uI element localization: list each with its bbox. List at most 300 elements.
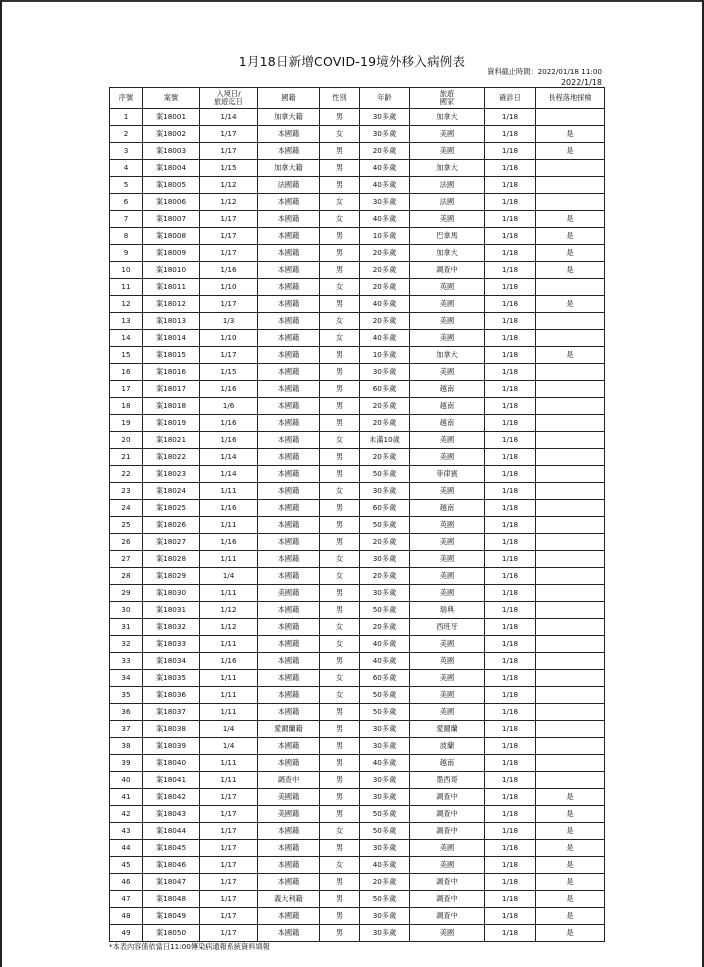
cell-age: 40多歲	[360, 755, 410, 772]
cell-gender: 男	[320, 160, 360, 177]
cell-diagnosis-date: 1/18	[485, 840, 536, 857]
cell-long-haul-test	[536, 364, 605, 381]
cell-long-haul-test	[536, 466, 605, 483]
cell-age: 30多歲	[360, 194, 410, 211]
cell-entry-date: 1/17	[200, 347, 258, 364]
cell-diagnosis-date: 1/18	[485, 551, 536, 568]
col-header-travel-country: 旅遊 國家	[410, 88, 485, 109]
cell-diagnosis-date: 1/18	[485, 415, 536, 432]
cell-age: 20多歲	[360, 245, 410, 262]
cell-travel-country: 愛爾蘭	[410, 721, 485, 738]
cell-gender: 男	[320, 398, 360, 415]
cell-case-id: 案18007	[143, 211, 200, 228]
cell-travel-country: 越南	[410, 500, 485, 517]
cell-serial: 32	[110, 636, 143, 653]
cell-nationality: 本國籍	[258, 687, 320, 704]
cell-long-haul-test	[536, 415, 605, 432]
cell-age: 20多歲	[360, 262, 410, 279]
cell-entry-date: 1/16	[200, 381, 258, 398]
table-row	[110, 670, 605, 687]
cell-serial: 11	[110, 279, 143, 296]
cell-age: 20多歲	[360, 415, 410, 432]
cell-gender: 男	[320, 874, 360, 891]
cell-nationality: 本國籍	[258, 840, 320, 857]
cell-nationality: 本國籍	[258, 823, 320, 840]
table-row	[110, 126, 605, 143]
cell-long-haul-test	[536, 687, 605, 704]
cell-travel-country: 調查中	[410, 789, 485, 806]
cell-travel-country: 法國	[410, 177, 485, 194]
cell-nationality: 本國籍	[258, 194, 320, 211]
cell-serial: 39	[110, 755, 143, 772]
cell-long-haul-test	[536, 177, 605, 194]
cell-age: 30多歲	[360, 109, 410, 126]
cell-age: 20多歲	[360, 568, 410, 585]
cell-diagnosis-date: 1/18	[485, 483, 536, 500]
cell-diagnosis-date: 1/18	[485, 789, 536, 806]
cell-nationality: 加拿大籍	[258, 160, 320, 177]
cell-gender: 女	[320, 126, 360, 143]
cell-nationality: 美國籍	[258, 789, 320, 806]
cell-serial: 21	[110, 449, 143, 466]
cell-travel-country: 英國	[410, 653, 485, 670]
cell-entry-date: 1/11	[200, 755, 258, 772]
col-header-nationality: 國籍	[258, 88, 320, 109]
cell-diagnosis-date: 1/18	[485, 755, 536, 772]
cell-long-haul-test	[536, 160, 605, 177]
cell-case-id: 案18047	[143, 874, 200, 891]
cell-long-haul-test: 是	[536, 908, 605, 925]
cell-gender: 男	[320, 602, 360, 619]
cell-serial: 20	[110, 432, 143, 449]
cell-serial: 38	[110, 738, 143, 755]
cell-gender: 男	[320, 840, 360, 857]
cell-diagnosis-date: 1/18	[485, 670, 536, 687]
table-row	[110, 330, 605, 347]
col-header-entry-date: 入境日/ 旅遊迄日	[200, 88, 258, 109]
cell-gender: 女	[320, 636, 360, 653]
cell-case-id: 案18012	[143, 296, 200, 313]
cell-long-haul-test: 是	[536, 840, 605, 857]
cell-nationality: 本國籍	[258, 670, 320, 687]
cell-travel-country: 墨西哥	[410, 772, 485, 789]
cell-serial: 15	[110, 347, 143, 364]
cell-long-haul-test	[536, 517, 605, 534]
cell-travel-country: 西班牙	[410, 619, 485, 636]
cell-travel-country: 美國	[410, 551, 485, 568]
cell-long-haul-test: 是	[536, 857, 605, 874]
cell-travel-country: 美國	[410, 330, 485, 347]
cell-nationality: 加拿大籍	[258, 109, 320, 126]
cell-diagnosis-date: 1/18	[485, 704, 536, 721]
cell-gender: 男	[320, 296, 360, 313]
cell-age: 40多歲	[360, 653, 410, 670]
cell-age: 10多歲	[360, 228, 410, 245]
cell-age: 40多歲	[360, 177, 410, 194]
cell-age: 40多歲	[360, 211, 410, 228]
cell-entry-date: 1/11	[200, 670, 258, 687]
cell-age: 50多歲	[360, 687, 410, 704]
cell-gender: 女	[320, 551, 360, 568]
cell-long-haul-test	[536, 194, 605, 211]
cell-case-id: 案18008	[143, 228, 200, 245]
cell-age: 未滿10歲	[360, 432, 410, 449]
cell-entry-date: 1/17	[200, 245, 258, 262]
cell-diagnosis-date: 1/18	[485, 194, 536, 211]
cell-diagnosis-date: 1/18	[485, 908, 536, 925]
cell-diagnosis-date: 1/18	[485, 738, 536, 755]
cell-travel-country: 加拿大	[410, 245, 485, 262]
cell-entry-date: 1/14	[200, 466, 258, 483]
cell-age: 60多歲	[360, 381, 410, 398]
cell-diagnosis-date: 1/18	[485, 568, 536, 585]
table-row	[110, 568, 605, 585]
cell-travel-country: 調查中	[410, 262, 485, 279]
cell-serial: 25	[110, 517, 143, 534]
cell-nationality: 本國籍	[258, 398, 320, 415]
cell-nationality: 本國籍	[258, 126, 320, 143]
cell-diagnosis-date: 1/18	[485, 262, 536, 279]
cell-gender: 男	[320, 109, 360, 126]
cell-nationality: 本國籍	[258, 755, 320, 772]
cell-long-haul-test	[536, 772, 605, 789]
cell-long-haul-test	[536, 313, 605, 330]
cell-gender: 女	[320, 211, 360, 228]
cell-nationality: 本國籍	[258, 857, 320, 874]
cell-entry-date: 1/16	[200, 262, 258, 279]
cell-entry-date: 1/11	[200, 585, 258, 602]
cell-nationality: 本國籍	[258, 296, 320, 313]
cell-entry-date: 1/16	[200, 432, 258, 449]
cell-diagnosis-date: 1/18	[485, 721, 536, 738]
cell-nationality: 本國籍	[258, 228, 320, 245]
cell-entry-date: 1/11	[200, 772, 258, 789]
table-row	[110, 262, 605, 279]
cell-long-haul-test: 是	[536, 806, 605, 823]
cell-age: 40多歲	[360, 160, 410, 177]
table-row	[110, 551, 605, 568]
cell-case-id: 案18010	[143, 262, 200, 279]
cell-travel-country: 美國	[410, 126, 485, 143]
cell-age: 30多歲	[360, 364, 410, 381]
imported-cases-table	[109, 87, 605, 942]
cell-diagnosis-date: 1/18	[485, 602, 536, 619]
cell-gender: 男	[320, 891, 360, 908]
table-body	[110, 109, 605, 942]
cell-gender: 男	[320, 925, 360, 942]
cell-travel-country: 美國	[410, 568, 485, 585]
cell-nationality: 本國籍	[258, 143, 320, 160]
cell-diagnosis-date: 1/18	[485, 806, 536, 823]
table-row	[110, 874, 605, 891]
table-row	[110, 653, 605, 670]
cell-case-id: 案18029	[143, 568, 200, 585]
cell-nationality: 本國籍	[258, 738, 320, 755]
cell-diagnosis-date: 1/18	[485, 330, 536, 347]
table-row	[110, 194, 605, 211]
cell-case-id: 案18014	[143, 330, 200, 347]
cell-case-id: 案18004	[143, 160, 200, 177]
cell-case-id: 案18048	[143, 891, 200, 908]
cell-serial: 27	[110, 551, 143, 568]
table-header-row	[110, 88, 605, 109]
cell-gender: 女	[320, 823, 360, 840]
cell-entry-date: 1/17	[200, 806, 258, 823]
cell-serial: 8	[110, 228, 143, 245]
table-row	[110, 840, 605, 857]
cell-gender: 男	[320, 806, 360, 823]
cell-age: 20多歲	[360, 449, 410, 466]
cell-age: 60多歲	[360, 670, 410, 687]
table-row	[110, 738, 605, 755]
cell-age: 20多歲	[360, 398, 410, 415]
table-row	[110, 772, 605, 789]
cell-diagnosis-date: 1/18	[485, 891, 536, 908]
cell-nationality: 本國籍	[258, 279, 320, 296]
cell-serial: 19	[110, 415, 143, 432]
cell-serial: 24	[110, 500, 143, 517]
cell-age: 50多歲	[360, 823, 410, 840]
cell-travel-country: 美國	[410, 313, 485, 330]
cell-gender: 男	[320, 347, 360, 364]
cell-gender: 女	[320, 687, 360, 704]
table-row	[110, 908, 605, 925]
cell-case-id: 案18036	[143, 687, 200, 704]
cell-gender: 男	[320, 500, 360, 517]
cell-nationality: 本國籍	[258, 381, 320, 398]
cell-entry-date: 1/12	[200, 194, 258, 211]
cell-nationality: 本國籍	[258, 704, 320, 721]
cell-travel-country: 美國	[410, 449, 485, 466]
col-header-diagnosis-date: 確診日	[485, 88, 536, 109]
page-top-edge	[0, 0, 704, 2]
cell-case-id: 案18039	[143, 738, 200, 755]
cell-gender: 男	[320, 245, 360, 262]
cell-age: 30多歲	[360, 908, 410, 925]
cell-age: 30多歲	[360, 840, 410, 857]
cell-diagnosis-date: 1/18	[485, 874, 536, 891]
cell-entry-date: 1/14	[200, 109, 258, 126]
cell-travel-country: 美國	[410, 143, 485, 160]
cell-case-id: 案18022	[143, 449, 200, 466]
cell-serial: 44	[110, 840, 143, 857]
cell-diagnosis-date: 1/18	[485, 517, 536, 534]
table-row	[110, 891, 605, 908]
cell-long-haul-test: 是	[536, 245, 605, 262]
cell-serial: 3	[110, 143, 143, 160]
cell-serial: 42	[110, 806, 143, 823]
cell-case-id: 案18015	[143, 347, 200, 364]
cell-entry-date: 1/17	[200, 925, 258, 942]
cell-long-haul-test: 是	[536, 823, 605, 840]
cell-gender: 女	[320, 432, 360, 449]
col-header-long-haul-test: 長程落地採檢	[536, 88, 605, 109]
cell-gender: 男	[320, 466, 360, 483]
cell-travel-country: 越南	[410, 398, 485, 415]
cell-entry-date: 1/17	[200, 840, 258, 857]
col-header-serial: 序號	[110, 88, 143, 109]
cell-travel-country: 越南	[410, 755, 485, 772]
cell-gender: 女	[320, 279, 360, 296]
cell-diagnosis-date: 1/18	[485, 466, 536, 483]
cell-long-haul-test: 是	[536, 789, 605, 806]
cell-case-id: 案18016	[143, 364, 200, 381]
cell-case-id: 案18035	[143, 670, 200, 687]
cell-entry-date: 1/12	[200, 177, 258, 194]
cell-case-id: 案18003	[143, 143, 200, 160]
cell-nationality: 本國籍	[258, 364, 320, 381]
cell-long-haul-test: 是	[536, 211, 605, 228]
cell-serial: 14	[110, 330, 143, 347]
report-date: 2022/1/18	[560, 78, 602, 87]
cell-entry-date: 1/17	[200, 891, 258, 908]
cell-nationality: 本國籍	[258, 874, 320, 891]
cell-nationality: 本國籍	[258, 347, 320, 364]
cell-gender: 女	[320, 194, 360, 211]
cell-case-id: 案18013	[143, 313, 200, 330]
cell-gender: 男	[320, 755, 360, 772]
table-row	[110, 415, 605, 432]
cell-serial: 49	[110, 925, 143, 942]
cell-long-haul-test	[536, 619, 605, 636]
table-row	[110, 806, 605, 823]
cell-age: 30多歲	[360, 738, 410, 755]
cell-case-id: 案18032	[143, 619, 200, 636]
cell-travel-country: 菲律賓	[410, 466, 485, 483]
cell-nationality: 本國籍	[258, 653, 320, 670]
cell-gender: 女	[320, 568, 360, 585]
table-row	[110, 143, 605, 160]
cell-gender: 男	[320, 415, 360, 432]
cell-age: 40多歲	[360, 857, 410, 874]
cell-serial: 45	[110, 857, 143, 874]
cell-diagnosis-date: 1/18	[485, 245, 536, 262]
cell-case-id: 案18043	[143, 806, 200, 823]
cell-age: 20多歲	[360, 313, 410, 330]
cell-age: 50多歲	[360, 602, 410, 619]
table-row	[110, 466, 605, 483]
cell-age: 60多歲	[360, 500, 410, 517]
cell-case-id: 案18002	[143, 126, 200, 143]
cell-age: 50多歲	[360, 891, 410, 908]
cell-long-haul-test	[536, 483, 605, 500]
cell-gender: 女	[320, 619, 360, 636]
cell-case-id: 案18041	[143, 772, 200, 789]
cell-nationality: 本國籍	[258, 415, 320, 432]
cell-gender: 男	[320, 738, 360, 755]
cell-diagnosis-date: 1/18	[485, 432, 536, 449]
cell-nationality: 本國籍	[258, 313, 320, 330]
cell-nationality: 本國籍	[258, 483, 320, 500]
cell-case-id: 案18049	[143, 908, 200, 925]
cell-case-id: 案18001	[143, 109, 200, 126]
cell-travel-country: 越南	[410, 415, 485, 432]
cell-serial: 5	[110, 177, 143, 194]
cell-case-id: 案18028	[143, 551, 200, 568]
table-row	[110, 602, 605, 619]
cell-long-haul-test	[536, 602, 605, 619]
cell-diagnosis-date: 1/18	[485, 585, 536, 602]
cell-case-id: 案18011	[143, 279, 200, 296]
cell-diagnosis-date: 1/18	[485, 177, 536, 194]
cell-long-haul-test	[536, 109, 605, 126]
cell-entry-date: 1/17	[200, 908, 258, 925]
cell-travel-country: 調查中	[410, 823, 485, 840]
cell-serial: 23	[110, 483, 143, 500]
cell-entry-date: 1/11	[200, 704, 258, 721]
cell-gender: 男	[320, 721, 360, 738]
cell-long-haul-test	[536, 704, 605, 721]
cell-nationality: 本國籍	[258, 262, 320, 279]
table-row	[110, 755, 605, 772]
table-row	[110, 160, 605, 177]
cell-age: 10多歲	[360, 347, 410, 364]
cell-diagnosis-date: 1/18	[485, 364, 536, 381]
cell-case-id: 案18009	[143, 245, 200, 262]
table-row	[110, 534, 605, 551]
cell-gender: 男	[320, 704, 360, 721]
cell-serial: 43	[110, 823, 143, 840]
data-cutoff-time: 資料截止時間：2022/01/18 11:00	[487, 67, 602, 76]
cell-long-haul-test	[536, 449, 605, 466]
cell-nationality: 本國籍	[258, 330, 320, 347]
cell-diagnosis-date: 1/18	[485, 398, 536, 415]
cell-long-haul-test	[536, 653, 605, 670]
cell-nationality: 本國籍	[258, 466, 320, 483]
cell-serial: 30	[110, 602, 143, 619]
cell-diagnosis-date: 1/18	[485, 653, 536, 670]
table-row	[110, 483, 605, 500]
cell-long-haul-test	[536, 279, 605, 296]
cell-entry-date: 1/11	[200, 636, 258, 653]
cell-case-id: 案18042	[143, 789, 200, 806]
cell-case-id: 案18017	[143, 381, 200, 398]
cell-entry-date: 1/17	[200, 126, 258, 143]
cell-nationality: 本國籍	[258, 602, 320, 619]
cell-case-id: 案18021	[143, 432, 200, 449]
cell-nationality: 本國籍	[258, 449, 320, 466]
table-row	[110, 228, 605, 245]
cell-travel-country: 調查中	[410, 908, 485, 925]
cell-nationality: 義大利籍	[258, 891, 320, 908]
table-row	[110, 823, 605, 840]
cell-travel-country: 美國	[410, 687, 485, 704]
table-row	[110, 721, 605, 738]
cell-long-haul-test	[536, 755, 605, 772]
cell-travel-country: 英國	[410, 517, 485, 534]
cell-long-haul-test	[536, 534, 605, 551]
cell-long-haul-test: 是	[536, 143, 605, 160]
cell-long-haul-test: 是	[536, 925, 605, 942]
cell-serial: 40	[110, 772, 143, 789]
table-row	[110, 857, 605, 874]
cell-age: 30多歲	[360, 789, 410, 806]
cell-age: 20多歲	[360, 279, 410, 296]
cell-case-id: 案18025	[143, 500, 200, 517]
cell-entry-date: 1/12	[200, 619, 258, 636]
cell-travel-country: 美國	[410, 670, 485, 687]
cell-nationality: 本國籍	[258, 636, 320, 653]
table-row	[110, 177, 605, 194]
cell-travel-country: 波蘭	[410, 738, 485, 755]
cell-serial: 31	[110, 619, 143, 636]
cell-case-id: 案18044	[143, 823, 200, 840]
cell-gender: 女	[320, 330, 360, 347]
cell-long-haul-test	[536, 381, 605, 398]
cell-serial: 28	[110, 568, 143, 585]
cell-long-haul-test: 是	[536, 347, 605, 364]
cell-serial: 34	[110, 670, 143, 687]
